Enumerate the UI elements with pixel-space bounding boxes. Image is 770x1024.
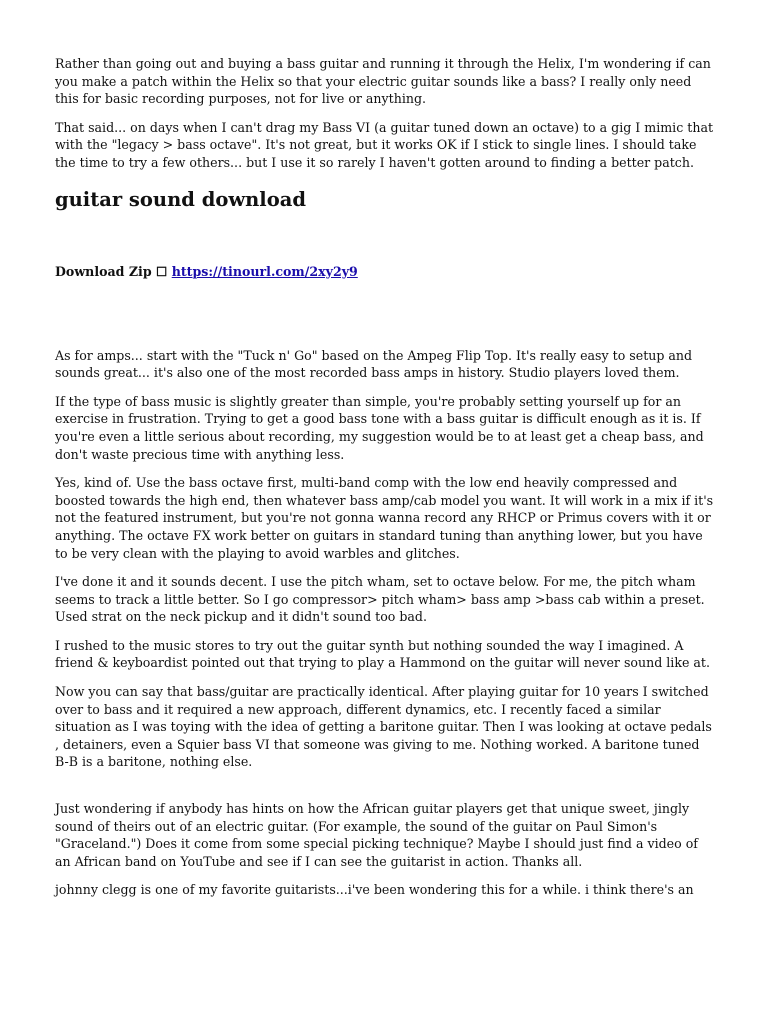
paragraph: I've done it and it sounds decent. I use the pitch wham, set to octave below. For me, the pitch wham seems to track a little better. So I go compressor> pitch wham> bass amp >bass cab within a preset. Used strat on the neck pickup and it didn't sound too bad. xyxy=(55,574,705,625)
paragraph: Just wondering if anybody has hints on how the African guitar players get that unique sweet, jingly sound of theirs out of an electric guitar. (For example, the sound of the guitar on Paul Simon's "Graceland.") Does it come from some special picking technique? Maybe I should just find a video of an African band on YouTube and see if I can see the guitarist in action. Thanks all. xyxy=(55,801,698,869)
download-link[interactable]: https://tinourl.com/2xy2y9 xyxy=(171,263,358,279)
spacer xyxy=(55,782,715,800)
paragraph: Now you can say that bass/guitar are practically identical. After playing guitar for 10 years I switched over to bass and it required a new approach, different dynamics, etc. I recently faced a similar situation as I was toying with the idea of getting a baritone guitar. Then I was looking at octave pedals , detainers, even a Squier bass VI that someone was giving to me. Nothing worked. A baritone tuned B-B is a baritone, nothing else. xyxy=(55,684,712,770)
spacer xyxy=(55,281,715,347)
section-heading: guitar sound download xyxy=(55,187,306,211)
document-body xyxy=(55,55,715,910)
paragraph: johnny clegg is one of my favorite guitarists...i've been wondering this for a while. i think there's an xyxy=(55,882,694,898)
paragraph: Rather than going out and buying a bass guitar and running it through the Helix, I'm wondering if can you make a patch within the Helix so that your electric guitar sounds like a bass? I really only need this for basic recording purposes, not for live or anything. xyxy=(55,56,711,107)
paragraph: That said... on days when I can't drag my Bass VI (a guitar tuned down an octave) to a gig I mimic that with the "legacy > bass octave". It's not great, but it works OK if I stick to single lines. I should take the time to try a few others... but I use it so rarely I haven't gotten around to finding a better patch. xyxy=(55,119,714,170)
paragraph: If the type of bass music is slightly greater than simple, you're probably setting yourself up for an exercise in frustration. Trying to get a good bass tone with a bass guitar is difficult enough as it is. If you're even a little serious about recording, my suggestion would be to at least get a cheap bass, and don't waste precious time with anything less. xyxy=(55,393,704,462)
download-label: Download Zip ☐ xyxy=(55,263,168,279)
paragraph: As for amps... start with the "Tuck n' Go" based on the Ampeg Flip Top. It's really easy to setup and sounds great... it's also one of the most recorded bass amps in history. Studio players loved them. xyxy=(55,347,693,381)
paragraph: I rushed to the music stores to try out the guitar synth but nothing sounded the way I imagined. A friend & keyboardist pointed out that trying to play a Hammond on the guitar will never sound like at. xyxy=(55,637,710,671)
paragraph: Yes, kind of. Use the bass octave first, multi-band comp with the low end heavily compressed and boosted towards the high end, then whatever bass amp/cab model you want. It will work in a mix if it's not the featured instrument, but you're not gonna wanna record any RHCP or Primus covers with it or anything. The octave FX work better on guitars in standard tuning than anything lower, but you have to be very clean with the playing to avoid warbles and glitches. xyxy=(55,475,714,561)
download-line xyxy=(55,263,715,281)
